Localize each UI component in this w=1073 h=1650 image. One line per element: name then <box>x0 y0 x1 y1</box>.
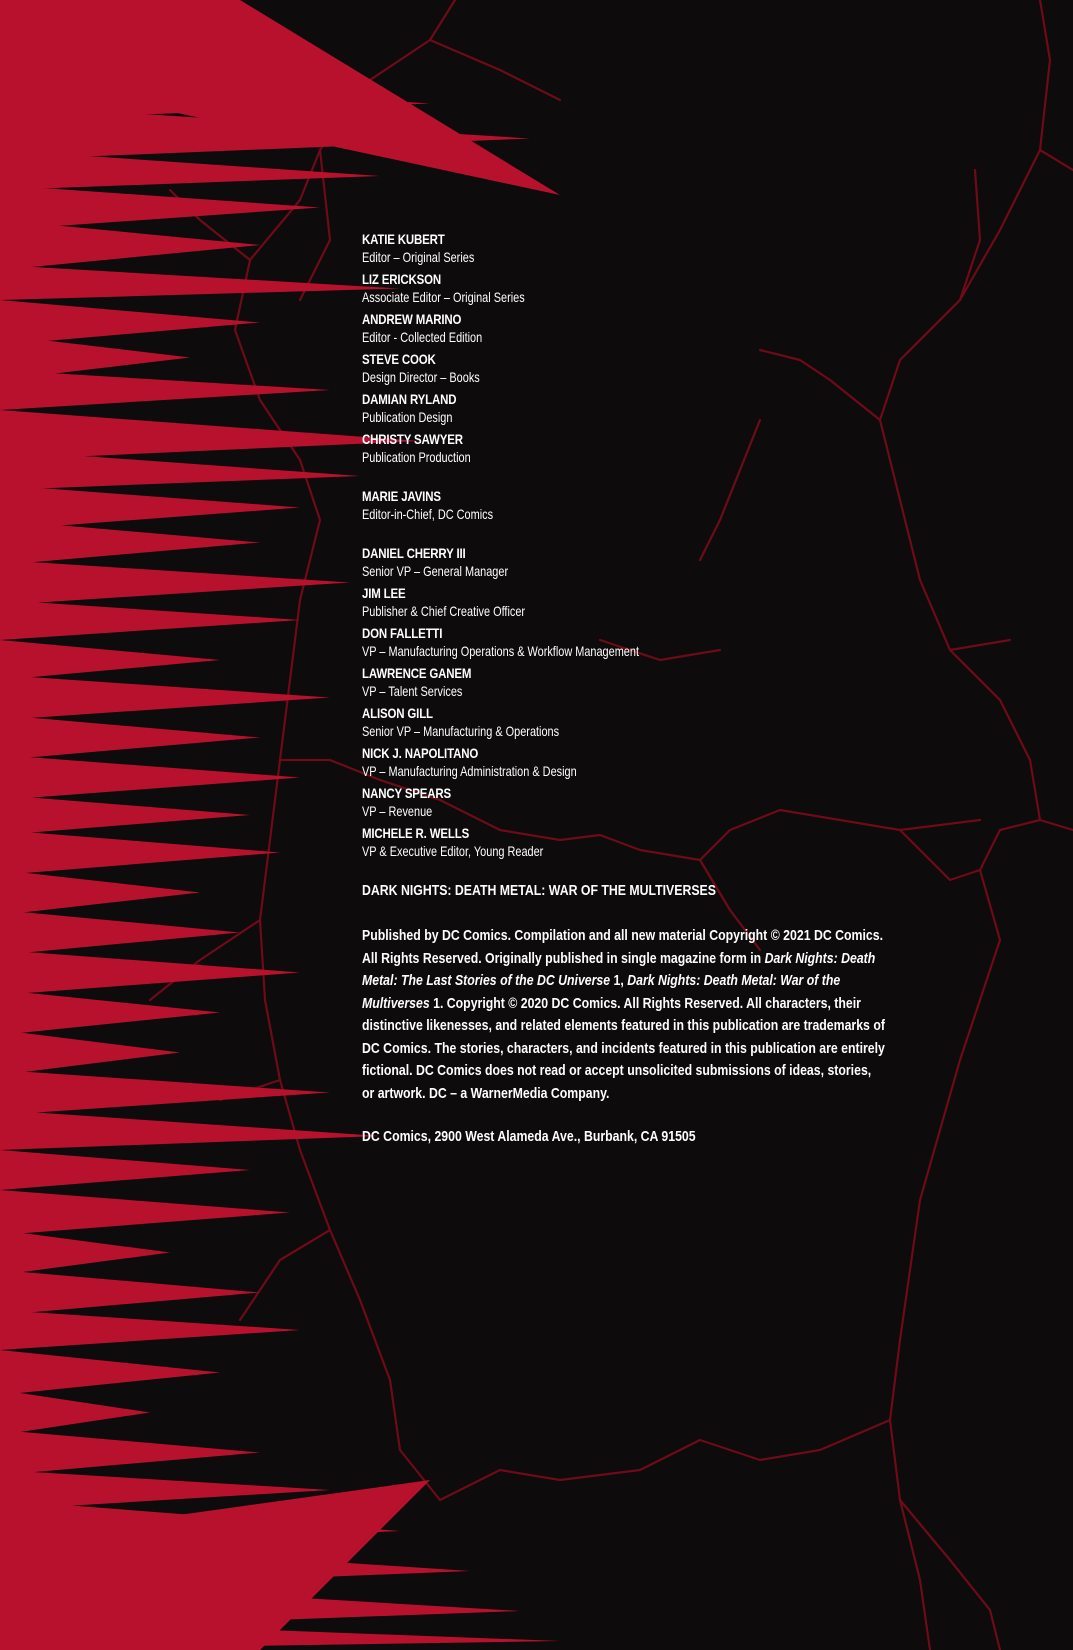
staff-role: VP – Talent Services <box>362 683 463 699</box>
staff-entry <box>362 270 922 306</box>
red-spike <box>0 450 360 490</box>
staff-credits <box>362 230 922 860</box>
staff-role: Editor - Collected Edition <box>362 329 483 345</box>
red-spike <box>0 1230 170 1275</box>
staff-name: NANCY SPEARS <box>362 785 452 801</box>
staff-name: DANIEL CHERRY III <box>362 545 466 561</box>
staff-entry <box>362 664 922 700</box>
copyright-text-1: Published by DC Comics. Compilation and all new material Copyright © 2021 DC Comics. All Rights Reserved. Originally published in single magazine form in <box>362 927 883 967</box>
staff-entry <box>362 704 922 740</box>
red-spike <box>0 755 300 800</box>
red-spike <box>0 640 220 680</box>
red-spike <box>0 675 330 720</box>
red-spike <box>0 520 260 565</box>
red-spike <box>0 370 330 410</box>
staff-name: STEVE COOK <box>362 351 436 367</box>
red-spike <box>0 1390 150 1435</box>
red-spike <box>0 410 420 460</box>
staff-role: Senior VP – Manufacturing & Operations <box>362 723 560 739</box>
staff-name: NICK J. NAPOLITANO <box>362 745 479 761</box>
staff-entry <box>362 310 922 346</box>
red-spike <box>0 560 350 605</box>
copyright-italic-title-1: Dark Nights: Death Metal: The Last Stories of the DC Universe <box>362 949 876 989</box>
red-spike <box>0 1430 260 1475</box>
staff-entry <box>362 784 922 820</box>
staff-entry <box>362 390 922 426</box>
staff-entry <box>362 824 922 860</box>
staff-name: MICHELE R. WELLS <box>362 825 470 841</box>
red-spike <box>0 1350 220 1395</box>
staff-name: DON FALLETTI <box>362 625 443 641</box>
staff-entry <box>362 584 922 620</box>
red-spike <box>0 1190 290 1235</box>
red-spike <box>0 300 260 345</box>
staff-role: Associate Editor – Original Series <box>362 289 525 305</box>
staff-name: DAMIAN RYLAND <box>362 391 457 407</box>
staff-role: Design Director – Books <box>362 369 480 385</box>
red-spike <box>0 220 260 270</box>
red-spike <box>0 185 320 230</box>
staff-name: LIZ ERICKSON <box>362 271 442 287</box>
red-spike <box>0 1110 380 1150</box>
staff-role: Publisher & Chief Creative Officer <box>362 603 526 619</box>
red-spike <box>0 950 300 995</box>
staff-entry <box>362 624 922 660</box>
staff-name: LAWRENCE GANEM <box>362 665 472 681</box>
staff-role: VP – Manufacturing Administration & Design <box>362 763 577 779</box>
red-spike <box>0 485 300 530</box>
copyright-text-3: 1. Copyright © 2020 DC Comics. All Rights Reserved. All characters, their distinctive likenesses, and related elements featured in this publication are trademarks of DC Comics. The stories, characters, and incidents featured in this publication are entirely fictional. DC Comics does not read or accept unsolicited submissions of ideas, stories, or artwork. DC – a WarnerMedia Company. <box>362 994 885 1102</box>
red-spike <box>0 990 220 1035</box>
publisher-address: DC Comics, 2900 West Alameda Ave., Burbank, CA 91505 <box>362 1128 696 1145</box>
copyright-italic-title-2: Dark Nights: Death Metal: War of the Multiverses <box>362 972 841 1012</box>
credits-page <box>362 230 922 1147</box>
red-spike <box>0 870 200 915</box>
staff-group <box>362 544 922 860</box>
staff-role: Publication Design <box>362 409 453 425</box>
staff-name: CHRISTY SAWYER <box>362 431 463 447</box>
red-spike <box>0 910 240 955</box>
staff-group <box>362 230 922 466</box>
staff-entry <box>362 430 922 466</box>
copyright-notice <box>362 925 887 1105</box>
red-spike <box>0 715 260 760</box>
staff-entry <box>362 487 922 523</box>
red-spike <box>0 265 400 300</box>
staff-entry <box>362 544 922 580</box>
staff-name: MARIE JAVINS <box>362 488 441 504</box>
red-spike <box>0 1030 180 1075</box>
staff-role: Editor – Original Series <box>362 249 475 265</box>
red-spike <box>0 1310 300 1350</box>
staff-role: VP – Manufacturing Operations & Workflow Management <box>362 643 639 659</box>
red-spike <box>0 600 300 640</box>
red-spike <box>0 1150 250 1190</box>
red-spike <box>0 795 250 835</box>
staff-name: KATIE KUBERT <box>362 231 445 247</box>
red-spike <box>0 830 280 875</box>
staff-group <box>362 487 922 523</box>
staff-entry <box>362 744 922 780</box>
staff-name: JIM LEE <box>362 585 406 601</box>
staff-role: VP – Revenue <box>362 803 433 819</box>
staff-role: Editor-in-Chief, DC Comics <box>362 506 494 522</box>
staff-role: VP & Executive Editor, Young Reader <box>362 843 544 859</box>
staff-role: Publication Production <box>362 449 471 465</box>
staff-entry <box>362 230 922 266</box>
copyright-text-2: 1, <box>610 972 628 989</box>
staff-name: ALISON GILL <box>362 705 433 721</box>
book-title: DARK NIGHTS: DEATH METAL: WAR OF THE MULTIVERSES <box>362 882 716 899</box>
staff-entry <box>362 350 922 386</box>
red-spike <box>0 1270 260 1315</box>
staff-name: ANDREW MARINO <box>362 311 462 327</box>
staff-role: Senior VP – General Manager <box>362 563 509 579</box>
